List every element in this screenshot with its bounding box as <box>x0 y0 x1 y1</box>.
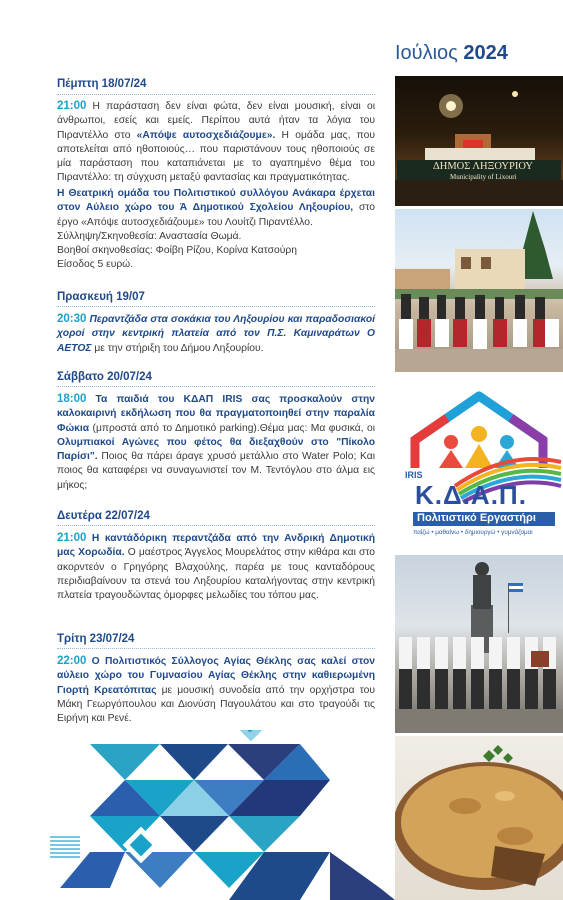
event-time: 22:00 <box>57 655 87 667</box>
month-heading: Ιούλιος 2024 <box>395 42 508 64</box>
event-time: 18:00 <box>57 393 87 405</box>
divider <box>57 306 375 307</box>
event-day-2: Πρασκευή 19/07 <box>57 291 145 303</box>
event-3-description: 18:00 Τα παιδιά του ΚΔΑΠ IRIS σας προσκαλούν στην καλοκαιρινή εκδήλωση που θα πραγματοποιηθεί στην παραλία Φώκια (μπροστά από το Δημοτικό parking).Θέμα μας: Μα φυσικά, οι Ολυμπιακοί Αγώνες που φέτος θα διεξαχθούν στο "Πίκολο Παρίσι". Ποιος θα πάρει άραγε χρυσό μετάλλιο στο Water Polo; Και ποιος θα καταφέρει να συναγωνιστεί τον Μ. Τεντόγλου στο άλμα εις μήκος; <box>57 393 375 491</box>
sign-text: ΔΗΜΟΣ ΛΗΞΟΥΡΙΟΥ <box>433 161 533 172</box>
event-time: 20:30 <box>57 313 87 325</box>
event-time: 21:00 <box>57 100 87 112</box>
divider <box>57 525 375 526</box>
event-day-1: Πέμπτη 18/07/24 <box>57 78 147 90</box>
event-day-5: Τρίτη 23/07/24 <box>57 633 135 645</box>
event-1-description: 21:00 Η παράσταση δεν είναι φώτα, δεν είναι μουσική, είναι οι άνθρωποι, εσείς και εμείς. Περίπου αυτά ήταν τα λόγια του Πιραντέλλο στο «Απόψε αυτοσχεδιάζουμε». Η ομάδα μας, που αποτελείται από ηθοποιούς… που παριστάνουν τους ηθοποιούς σε μία παράσταση που καταπιάνεται με το αγαπημένο θέμα του Πιραντέλλο: τη σύγχυση μεταξύ φαντασίας και πραγματικότητας. <box>57 100 376 184</box>
choir-photo <box>395 555 563 733</box>
event-time: 21:00 <box>57 532 87 544</box>
kdap-brand: IRIS <box>405 470 423 480</box>
kdap-title: Κ.Δ.Α.Π. <box>415 480 527 510</box>
theater-night-photo <box>395 76 563 206</box>
event-5-description: 22:00 Ο Πολιτιστικός Σύλλογος Αγίας Θέκλης σας καλεί στον αύλειο χώρο του Γυμνασίου Αγίας Θέκλης στην καθιερωμένη Γιορτή Κρεατόπιτας με μουσική συνοδεία από την ορχήστρα του Μάκη Γεωργόπουλου και Διονύση Παγουλάτου και στο τραγούδι τις Ειρήνη και Ρενέ. <box>57 655 375 725</box>
kdap-subtitle: Πολιτιστικό Εργαστήρι <box>417 512 536 524</box>
divider <box>57 386 375 387</box>
divider <box>57 648 375 649</box>
event-2-description: 20:30 Περαντζάδα στα σοκάκια του Ληξουρίου και παραδοσιακοί χοροί στην κεντρική πλατεία από τον Π.Σ. Καμιναράτων Ο ΑΕΤΟΣ με την στήριξη του Δήμου Ληξουρίου. <box>57 313 375 354</box>
event-4-description: 21:00 Η καντάδόρικη περαντζάδα από την Ανδρική Δημοτική μας Χορωδία. Ο μαέστρος Άγγελος Μουρελάτος στην κιθάρα και στο ακορντεόν ο Γρηγόρης Βλαχούλης, παρέα με τους κανταδόρους περιδιαβαίνουν τα στενά του Ληξουρίου καταλήγοντας στην κεντρική πλατεία τραγουδώντας όμορφες μελωδίες του τόπου μας. <box>57 532 375 602</box>
sign-subtext: Municipality of Lixouri <box>450 173 517 181</box>
divider <box>57 94 375 95</box>
event-day-3: Σάββατο 20/07/24 <box>57 371 152 383</box>
kdap-iris-logo <box>395 390 563 545</box>
event-1-organizer: Η Θεατρική ομάδα του Πολιτιστικού συλλόγου Ανάκαρα έρχεται στον Αύλειο χώρο του Ά Δημοτικού Σχολείου Ληξουρίου, στο έργο «Απόψε αυτοσχεδιάζουμε» του Λουίτζι Πιραντέλλο. Σύλληψη/Σκηνοθεσία: Αναστασία Θωμά. Βοηθοί σκηνοθεσίας: Φοίβη Ρίζου, Κορίνα Κατσούρη Είσοδος 5 ευρώ. <box>57 188 375 271</box>
event-day-4: Δευτέρα 22/07/24 <box>57 510 150 522</box>
kdap-tagline: παίζω • μαθαίνω • δημιουργώ • γυμνάζομαι <box>413 529 533 536</box>
meat-pie-photo <box>395 736 563 900</box>
folk-dance-photo <box>395 209 563 372</box>
decorative-shapes <box>0 730 395 900</box>
